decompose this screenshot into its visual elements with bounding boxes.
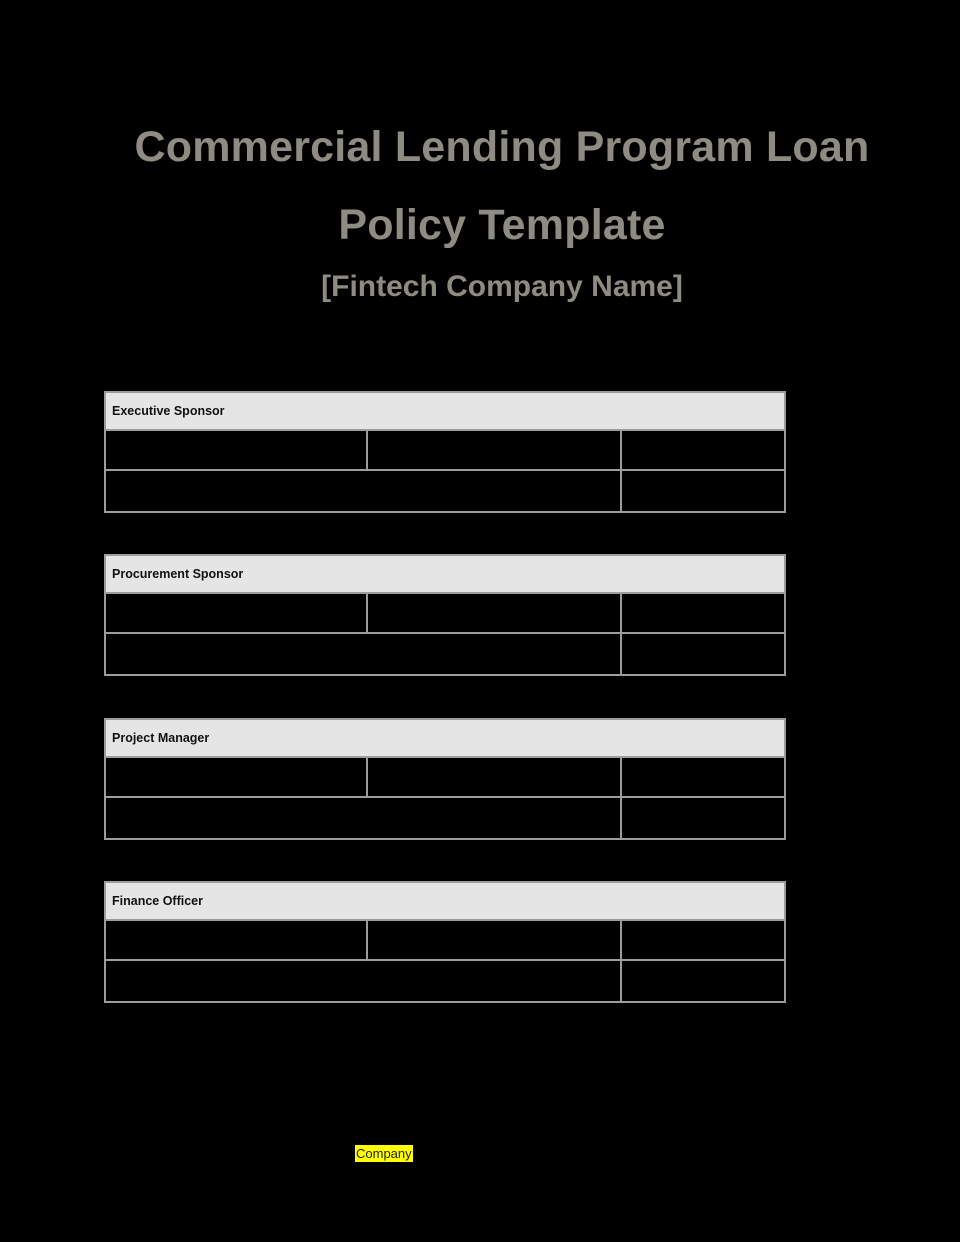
table-header: Project Manager [105, 719, 785, 757]
name-field[interactable] [105, 593, 367, 633]
signature-field[interactable] [105, 633, 621, 675]
phone-field[interactable] [621, 593, 785, 633]
project-manager-table [104, 718, 786, 840]
date-field[interactable] [621, 960, 785, 1002]
title-line-1: Commercial Lending Program Loan [134, 123, 870, 171]
date-field[interactable] [621, 797, 785, 839]
procurement-sponsor-table [104, 554, 786, 676]
table-header: Procurement Sponsor [105, 555, 785, 593]
date-field[interactable] [621, 633, 785, 675]
signature-field[interactable] [105, 470, 621, 512]
title-field[interactable] [367, 430, 621, 470]
highlighted-company-text: Company [356, 1146, 412, 1161]
phone-field[interactable] [621, 757, 785, 797]
date-field[interactable] [621, 470, 785, 512]
name-field[interactable] [105, 430, 367, 470]
title-field[interactable] [367, 593, 621, 633]
title-field[interactable] [367, 920, 621, 960]
name-field[interactable] [105, 757, 367, 797]
signature-field[interactable] [105, 960, 621, 1002]
title-field[interactable] [367, 757, 621, 797]
phone-field[interactable] [621, 430, 785, 470]
signature-field[interactable] [105, 797, 621, 839]
title-line-2: Policy Template [338, 201, 666, 249]
company-name-placeholder: [Fintech Company Name] [321, 270, 683, 303]
name-field[interactable] [105, 920, 367, 960]
finance-officer-table [104, 881, 786, 1003]
table-header: Executive Sponsor [105, 392, 785, 430]
table-header: Finance Officer [105, 882, 785, 920]
executive-sponsor-table [104, 391, 786, 513]
phone-field[interactable] [621, 920, 785, 960]
document-title [100, 108, 904, 264]
